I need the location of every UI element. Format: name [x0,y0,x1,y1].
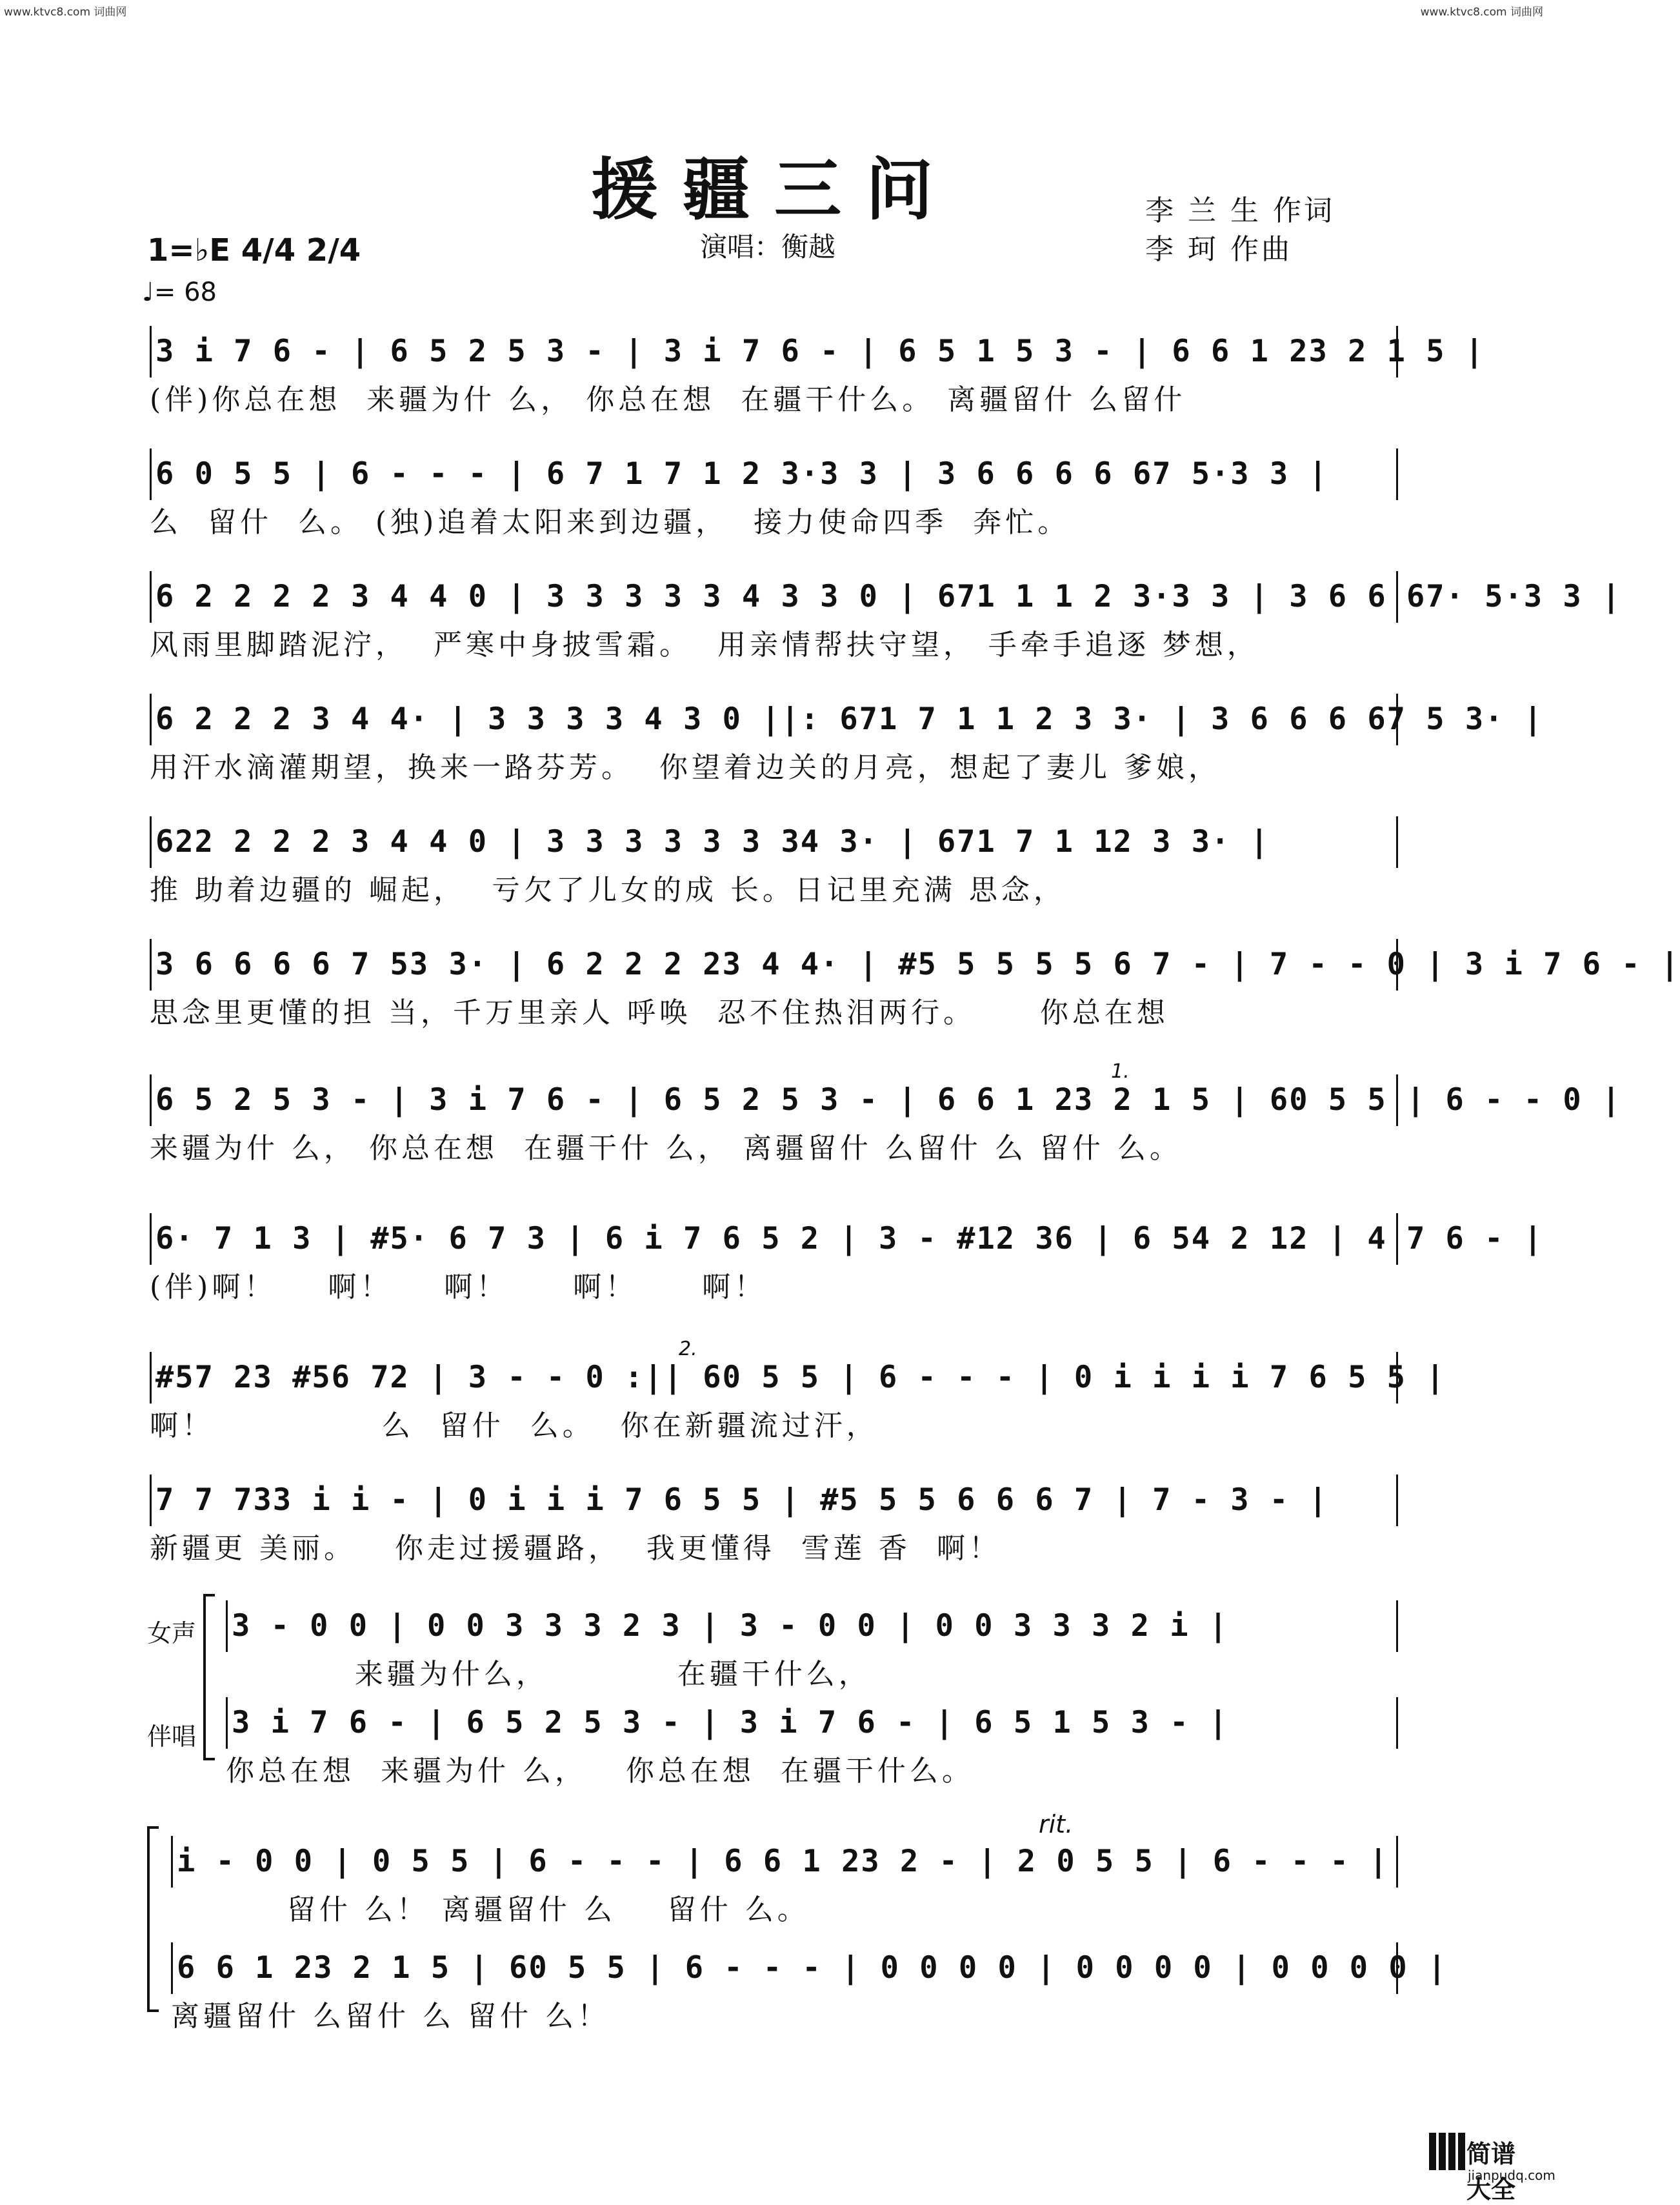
system-7 [150,1060,1622,1171]
system-6 [150,939,1680,1036]
system-3 [150,571,1622,668]
notation-line: 622 2 2 2 3 4 4 0 | 3 3 3 3 3 3 34 3· | 671 7 1 12 3 3· | [150,816,1398,868]
logo-text: 简谱大全 [1466,2140,1516,2204]
system-9 [150,1338,1446,1449]
lyric-line: 风雨里脚踏泥泞， 严寒中身披雪霜。 用亲情帮扶守望， 手牵手追逐 梦想， [150,629,1259,661]
lyric-line: 新疆更 美丽。 你走过援疆路， 我更懂得 雪莲 香 啊！ [150,1532,1001,1565]
system-1 [150,326,1485,423]
system-10 [150,1475,1398,1571]
notation-line: 6 2 2 2 2 3 4 4 0 | 3 3 3 3 3 4 3 3 0 | 671 1 1 2 3·3 3 | 3 6 6 67· 5·3 3 | [150,571,1398,623]
notation-line: 6 0 5 5 | 6 - - - | 6 7 1 7 1 2 3·3 3 | 3 6 6 6 6 67 5·3 3 | [150,448,1398,500]
lyric-line: 推 助着边疆的 崛起， 亏欠了儿女的成 长。日记里充满 思念， [150,874,1066,907]
lyric-line: 留什 么！ 离疆留什 么 留什 么。 [171,1893,810,1926]
final-brace [147,1826,159,2012]
notation-line: 3 - 0 0 | 0 0 3 3 3 2 3 | 3 - 0 0 | 0 0 3 3 3 2 i | [226,1600,1398,1652]
notation-line: 6· 7 1 3 | #5· 6 7 3 | 6 i 7 6 5 2 | 3 - #12 36 | 6 54 2 12 | 4 7 6 - | [150,1213,1398,1265]
notation-line: 6 5 2 5 3 - | 3 i 7 6 - | 6 5 2 5 3 - | 6 6 1 23 2 1 5 | 60 5 5 | 6 - - 0 | [150,1074,1398,1126]
lyric-line: 来疆为什么， 在疆干什么， [226,1658,871,1691]
system-4 [150,694,1544,790]
lyric-line: 你总在想 来疆为什 么， 你总在想 在疆干什么。 [226,1755,974,1787]
lyric-line: 思念里更懂的担 当，千万里亲人 呼唤 忍不住热泪两行。 你总在想 [150,996,1169,1029]
composer: 李 珂 作曲 [1145,233,1292,266]
notation-line: 3 i 7 6 - | 6 5 2 5 3 - | 3 i 7 6 - | 6 5 1 5 3 - | [226,1697,1398,1749]
lyric-line: (伴)你总在想 来疆为什 么， 你总在想 在疆干什么。 离疆留什 么留什 [150,383,1186,416]
part-label-backing: 伴唱 [147,1722,197,1751]
lyric-line: (伴)啊！ 啊！ 啊！ 啊！ 啊！ [150,1271,767,1304]
lyric-line: 用汗水滴灌期望，换来一路芬芳。 你望着边关的月亮，想起了妻儿 爹娘， [150,751,1221,784]
volta-1-label: 1. [1111,1060,1130,1083]
volta-2-label: 2. [679,1338,697,1360]
part-label-female: 女声 [147,1619,197,1647]
watermark-right: www.ktvc8.com 词曲网 [1420,6,1543,19]
notation-line: 6 6 1 23 2 1 5 | 60 5 5 | 6 - - - | 0 0 0 0 | 0 0 0 0 | 0 0 0 0 | [171,1942,1398,1994]
site-logo [1429,2133,1555,2204]
key-signature: 1=♭E 4/4 2/4 [147,232,361,268]
notation-line: 7 7 733 i i - | 0 i i i 7 6 5 5 | #5 5 5 6 6 6 7 | 7 - 3 - | [150,1475,1398,1526]
notation-line: i - 0 0 | 0 5 5 | 6 - - - | 6 6 1 23 2 - | 2 0 5 5 | 6 - - - | [171,1836,1398,1888]
system-2 [150,448,1398,545]
lyricist: 李 兰 生 作词 [1145,194,1335,227]
system-12 [226,1697,1398,1794]
system-brace [203,1594,215,1760]
system-13 [171,1810,1398,1933]
system-5 [150,816,1398,913]
watermark-left: www.ktvc8.com 词曲网 [4,6,127,19]
lyric-line: 来疆为什 么， 你总在想 在疆干什 么， 离疆留什 么留什 么 留什 么。 [150,1132,1182,1165]
lyric-line: 离疆留什 么留什 么 留什 么！ [171,2000,610,2033]
song-title: 援疆三问 [590,150,957,229]
lyric-line: 啊！ 么 留什 么。 你在新疆流过汗， [150,1409,879,1442]
notation-line: 3 6 6 6 6 7 53 3· | 6 2 2 2 23 4 4· | #5 5 5 5 5 6 7 - | 7 - - 0 | 3 i 7 6 - | [150,939,1398,991]
system-14 [171,1942,1448,2039]
lyric-line: 么 留什 么。 (独)追着太阳来到边疆， 接力使命四季 奔忙。 [150,506,1070,539]
system-8 [150,1213,1544,1310]
rit-marking: rit. [1039,1810,1074,1838]
system-11 [226,1600,1398,1697]
notation-line: 3 i 7 6 - | 6 5 2 5 3 - | 3 i 7 6 - | 6 5 1 5 3 - | 6 6 1 23 2 1 5 | [150,326,1398,378]
singer: 演唱：衡越 [700,231,836,263]
logo-url: jianpudq.com [1468,2168,1555,2183]
tempo-marking: ♩= 68 [142,277,217,307]
notation-line: #57 23 #56 72 | 3 - - 0 :|| 60 5 5 | 6 - - - | 0 i i i i 7 6 5 5 | [150,1352,1398,1404]
notation-line: 6 2 2 2 3 4 4· | 3 3 3 3 4 3 0 ||: 671 7 1 1 2 3 3· | 3 6 6 6 67 5 3· | [150,694,1398,745]
